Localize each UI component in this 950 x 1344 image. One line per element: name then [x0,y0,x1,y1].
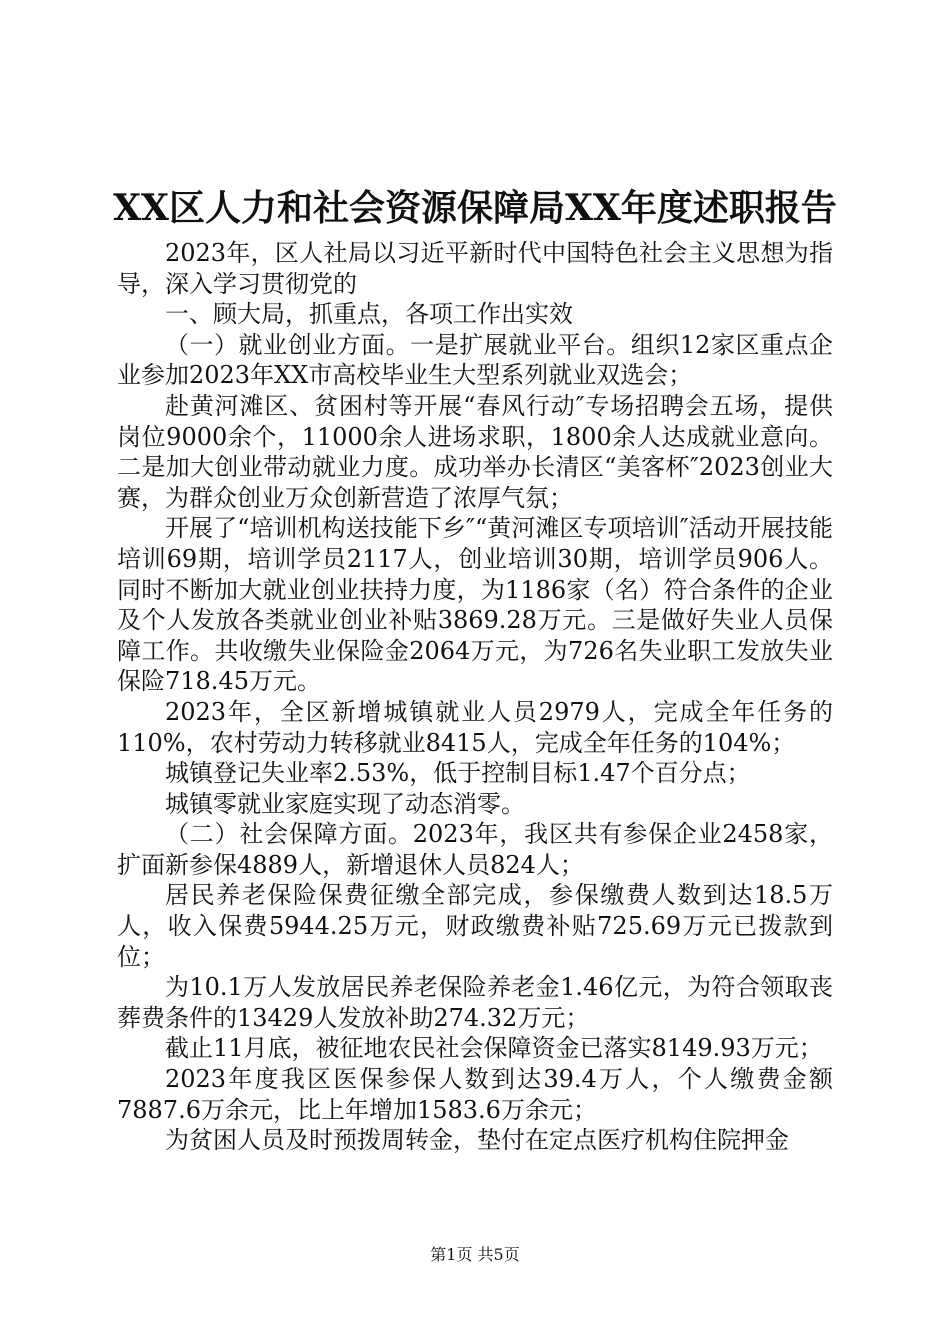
paragraph: 居民养老保险保费征缴全部完成，参保缴费人数到达18.5万人，收入保费5944.25万元，财政缴费补贴725.69万元已拨款到位； [117,881,833,971]
paragraph: 2023年，区人社局以习近平新时代中国特色社会主义思想为指导，深入学习贯彻党的 [117,239,833,298]
paragraph: （一）就业创业方面。一是扩展就业平台。组织12家区重点企业参加2023年XX市高校毕业生大型系列就业双选会； [117,330,833,390]
paragraph: （二）社会保障方面。2023年，我区共有参保企业2458家，扩面新参保4889人，新增退休人员824人； [117,820,833,879]
paragraph: 开展了“培训机构送技能下乡″“黄河滩区专项培训″活动开展技能培训69期，培训学员2117人，创业培训30期，培训学员906人。同时不断加大就业创业扶持力度，为1186家（名）符合条件的企业及个人发放各类就业创业补贴3869.28万元。三是做好失业人员保障工作。共收缴失业保险金2064万元，为726名失业职工发放失业保险718.45万元。 [117,514,833,696]
section-heading: 一、顾大局，抓重点，各项工作出实效 [165,300,573,329]
paragraph: 为10.1万人发放居民养老保险养老金1.46亿元，为符合领取丧葬费条件的13429人发放补助274.32万元； [117,973,833,1032]
page-number-footer: 第1页 共5页 [430,1245,520,1264]
paragraph: 城镇零就业家庭实现了动态消零。 [165,789,525,818]
paragraph: 截止11月底，被征地农民社会保障资金已落实8149.93万元； [165,1034,823,1063]
paragraph: 赴黄河滩区、贫困村等开展“春风行动″专场招聘会五场，提供岗位9000余个，11000余人进场求职，1800余人达成就业意向。二是加大创业带动就业力度。成功举办长清区“美客杯″2023创业大赛，为群众创业万众创新营造了浓厚气氛； [117,391,833,512]
paragraph: 城镇登记失业率2.53%，低于控制目标1.47个百分点； [165,759,751,788]
document-title: XX区人力和社会资源保障局XX年度述职报告 [113,187,837,229]
paragraph: 为贫困人员及时预拨周转金，垫付在定点医疗机构住院押金 [165,1126,789,1155]
paragraph: 2023年，全区新增城镇就业人员2979人，完成全年任务的110%，农村劳动力转移就业8415人，完成全年任务的104%； [117,697,833,757]
paragraph: 2023年度我区医保参保人数到达39.4万人，个人缴费金额7887.6万余元，比上年增加1583.6万余元； [117,1065,833,1124]
document-body [117,238,833,1156]
